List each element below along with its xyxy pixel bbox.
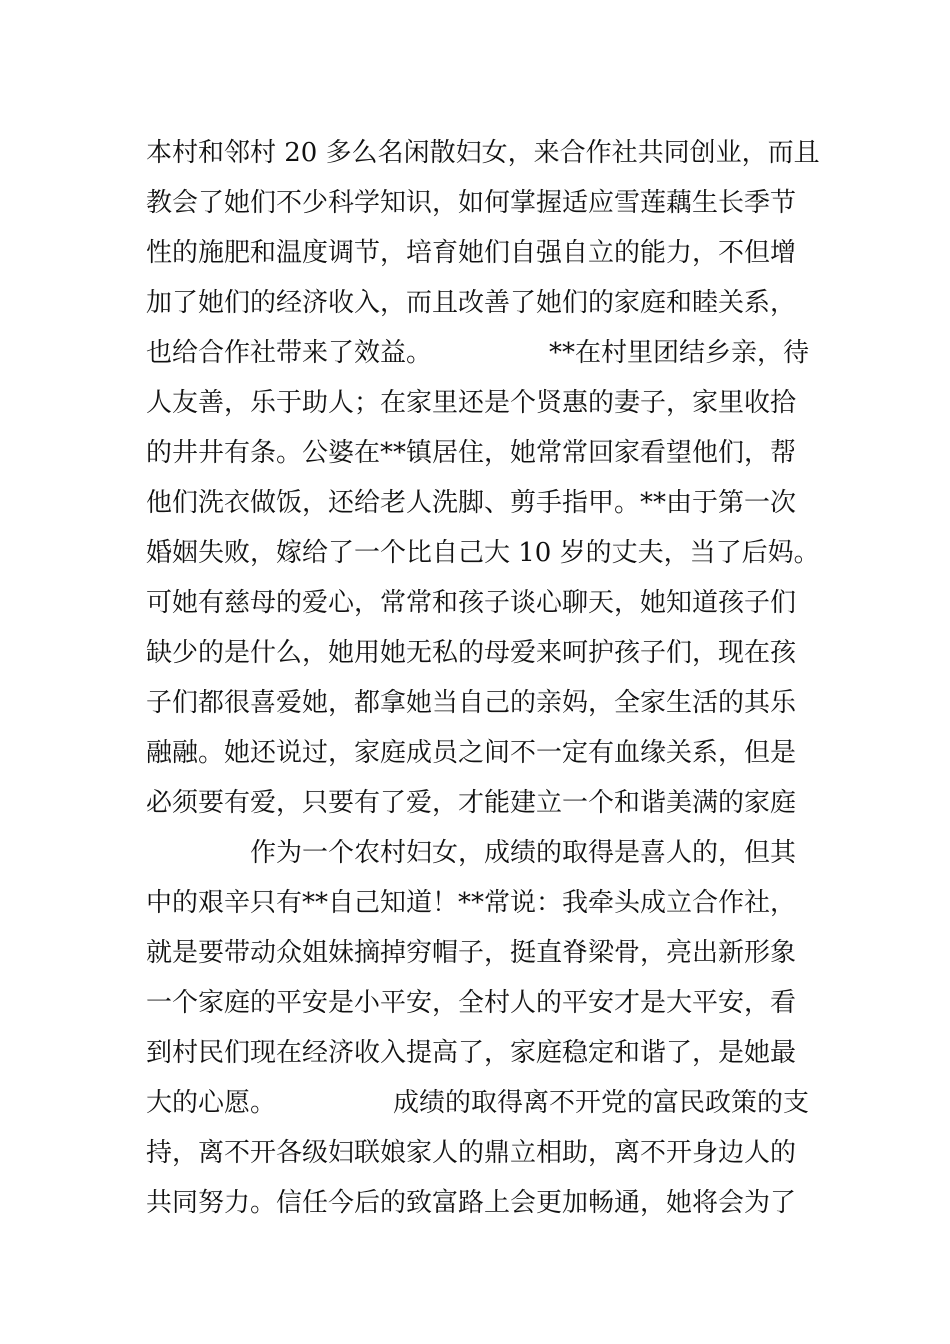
- text-line: 他们洗衣做饭，还给老人洗脚、剪手指甲。**由于第一次: [146, 488, 797, 518]
- text-line: 可她有慈母的爱心，常常和孩子谈心聊天，她知道孩子们: [146, 588, 797, 618]
- text-line: 也给合作社带来了效益。 **在村里团结乡亲，待: [146, 338, 810, 368]
- text-line: 持，离不开各级妇联娘家人的鼎立相助，离不开身边人的: [146, 1138, 797, 1168]
- text-line: 性的施肥和温度调节，培育她们自强自立的能力，不但增: [146, 238, 797, 268]
- text-line: 加了她们的经济收入，而且改善了她们的家庭和睦关系，: [146, 288, 797, 318]
- text-line: 教会了她们不少科学知识，如何掌握适应雪莲藕生长季节: [146, 188, 797, 218]
- text-line: 缺少的是什么，她用她无私的母爱来呵护孩子们，现在孩: [146, 638, 797, 668]
- text-line: 共同努力。信任今后的致富路上会更加畅通，她将会为了: [146, 1188, 797, 1218]
- text-line: 人友善，乐于助人；在家里还是个贤惠的妻子，家里收拾: [146, 388, 797, 418]
- text-line: 的井井有条。公婆在**镇居住，她常常回家看望他们，帮: [146, 438, 797, 468]
- text-line: 必须要有爱，只要有了爱，才能建立一个和谐美满的家庭: [146, 788, 797, 818]
- body-text: [146, 128, 820, 1228]
- text-line: 大的心愿。 成绩的取得离不开党的富民政策的支: [146, 1088, 810, 1118]
- text-line: 融融。她还说过，家庭成员之间不一定有血缘关系，但是: [146, 738, 797, 768]
- text-line: 子们都很喜爱她，都拿她当自己的亲妈，全家生活的其乐: [146, 688, 797, 718]
- text-line: 本村和邻村 20 多么名闲散妇女，来合作社共同创业，而且: [146, 138, 820, 168]
- text-line: 婚姻失败，嫁给了一个比自己大 10 岁的丈夫，当了后妈。: [146, 538, 820, 568]
- text-line: 到村民们现在经济收入提高了，家庭稳定和谐了，是她最: [146, 1038, 797, 1068]
- text-line: 中的艰辛只有**自己知道！**常说：我牵头成立合作社，: [146, 888, 797, 918]
- text-line: 一个家庭的平安是小平安，全村人的平安才是大平安，看: [146, 988, 797, 1018]
- text-line: 就是要带动众姐妹摘掉穷帽子，挺直脊梁骨，亮出新形象: [146, 938, 797, 968]
- text-line: 作为一个农村妇女，成绩的取得是喜人的，但其: [146, 838, 797, 868]
